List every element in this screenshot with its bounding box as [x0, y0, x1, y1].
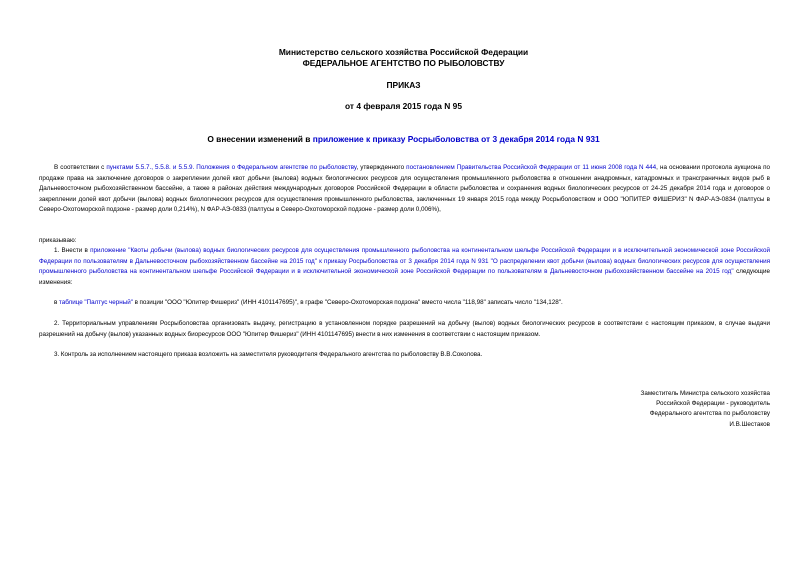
- item-1a-link-table[interactable]: таблице "Палтус черный": [58, 299, 134, 306]
- order-word: приказываю:: [39, 237, 77, 244]
- intro-link-regulation[interactable]: пунктами 5.5.7., 5.5.8. и 5.5.9. Положения о Федеральном агентстве по рыболовству: [106, 164, 357, 171]
- document-subject: [0, 134, 807, 145]
- intro-text-3: , на основании протокола аукциона по продаже права на заключение договоров о закреплении долей квот добычи (вылова) водных биологических ресурсов для осуществления промышленного рыболовства в отношении анадромных, катадромных и трансграничных видов рыб в Дальневосточном рыбохозяйственном бассейне, а также в районах действия международных договоров Российской Федерации в области рыболовства и сохранения водных биологических ресурсов от 24-25 декабря 2014 года и договоров о закреплении долей квот добычи (вылова) водных биологических ресурсов для осуществления промышленного рыболовства, заключенных 19 января 2015 года между Росрыболовством и ООО "ЮПИТЕР ФИШЕРИЗ" N ФАР-АЭ-0834 (палтусы в Северо-Охотоморской подзоне - размер доли 0,214%), N ФАР-АЭ-0833 (палтусы в Северо-Охотоморской подзоне - размер доли 0,006%),: [39, 164, 771, 214]
- item-1-text-2: следующие изменения:: [39, 268, 770, 286]
- item-3-paragraph: 3. Контроль за исполнением настоящего приказа возложить на заместителя руководителя Федерального агентства по рыболовству В.В.Соколова.: [54, 351, 483, 358]
- signature-block: [560, 389, 770, 430]
- item-2-paragraph: 2. Территориальным управлениям Росрыболовства организовать выдачу, регистрацию в установленном порядке разрешений на добычу (вылов) водных биологических ресурсов в соответствии с настоящим приказом, в случае выдачи разрешений на добычу (вылов) указанных водных биоресурсов ООО "Юпитер Фишериз" (ИНН 4101147695) внести в них изменения в соответствии с настоящим приказом.: [39, 320, 770, 338]
- item-1-text-1: 1. Внести в: [54, 247, 91, 254]
- item-1-change-paragraph: [39, 298, 770, 309]
- signature-line-1: Заместитель Министра сельского хозяйства: [640, 390, 770, 397]
- item-1-paragraph: [39, 246, 770, 288]
- subject-link[interactable]: приложение к приказу Росрыболовства от 3 декабря 2014 года N 931: [312, 134, 600, 144]
- intro-link-resolution[interactable]: постановлением Правительства Российской Федерации от 11 июня 2008 года N 444: [406, 164, 657, 171]
- document-type: ПРИКАЗ: [386, 80, 421, 90]
- item-1a-text-2: в позиции "ООО "Юпитер Фишериз" (ИНН 4101147695)", в графе "Северо-Охотоморская подзона" вместо числа "118,98" записать число "134,128".: [133, 299, 563, 306]
- ministry-name: Министерство сельского хозяйства Российской Федерации: [278, 47, 529, 57]
- signature-name: И.В.Шестаков: [729, 420, 770, 428]
- intro-paragraph: [39, 163, 770, 216]
- subject-prefix: О внесении изменений в: [207, 134, 313, 144]
- signature-line-3: Федерального агентства по рыболовству: [649, 410, 770, 418]
- intro-text-1: В соответствии с: [54, 164, 107, 171]
- intro-text-2: , утвержденного: [356, 164, 407, 171]
- item-1a-text-1: в: [54, 299, 59, 306]
- signature-line-2: Российской Федерации - руководитель: [656, 400, 770, 408]
- agency-name: ФЕДЕРАЛЬНОЕ АГЕНТСТВО ПО РЫБОЛОВСТВУ: [302, 58, 505, 68]
- item-1-link-appendix[interactable]: приложение "Квоты добычи (вылова) водных биологических ресурсов для осуществления промышленного рыболовства на континентальном шельфе Российской Федерации и в исключительной экономической зоне Российской Федерации по пользователям в Дальневосточном рыбохозяйственном бассейне на 2015 год" к приказу Росрыболовства от 3 декабря 2014 года N 931 "О распределении квот добычи (вылова) водных биологических ресурсов для осуществления промышленного рыболовства на континентальном шельфе Российской Федерации и в исключительной экономической зоне Российской Федерации по пользователям в Дальневосточном рыбохозяйственном бассейне на 2015 год": [39, 247, 770, 276]
- document-date: от 4 февраля 2015 года N 95: [345, 101, 462, 111]
